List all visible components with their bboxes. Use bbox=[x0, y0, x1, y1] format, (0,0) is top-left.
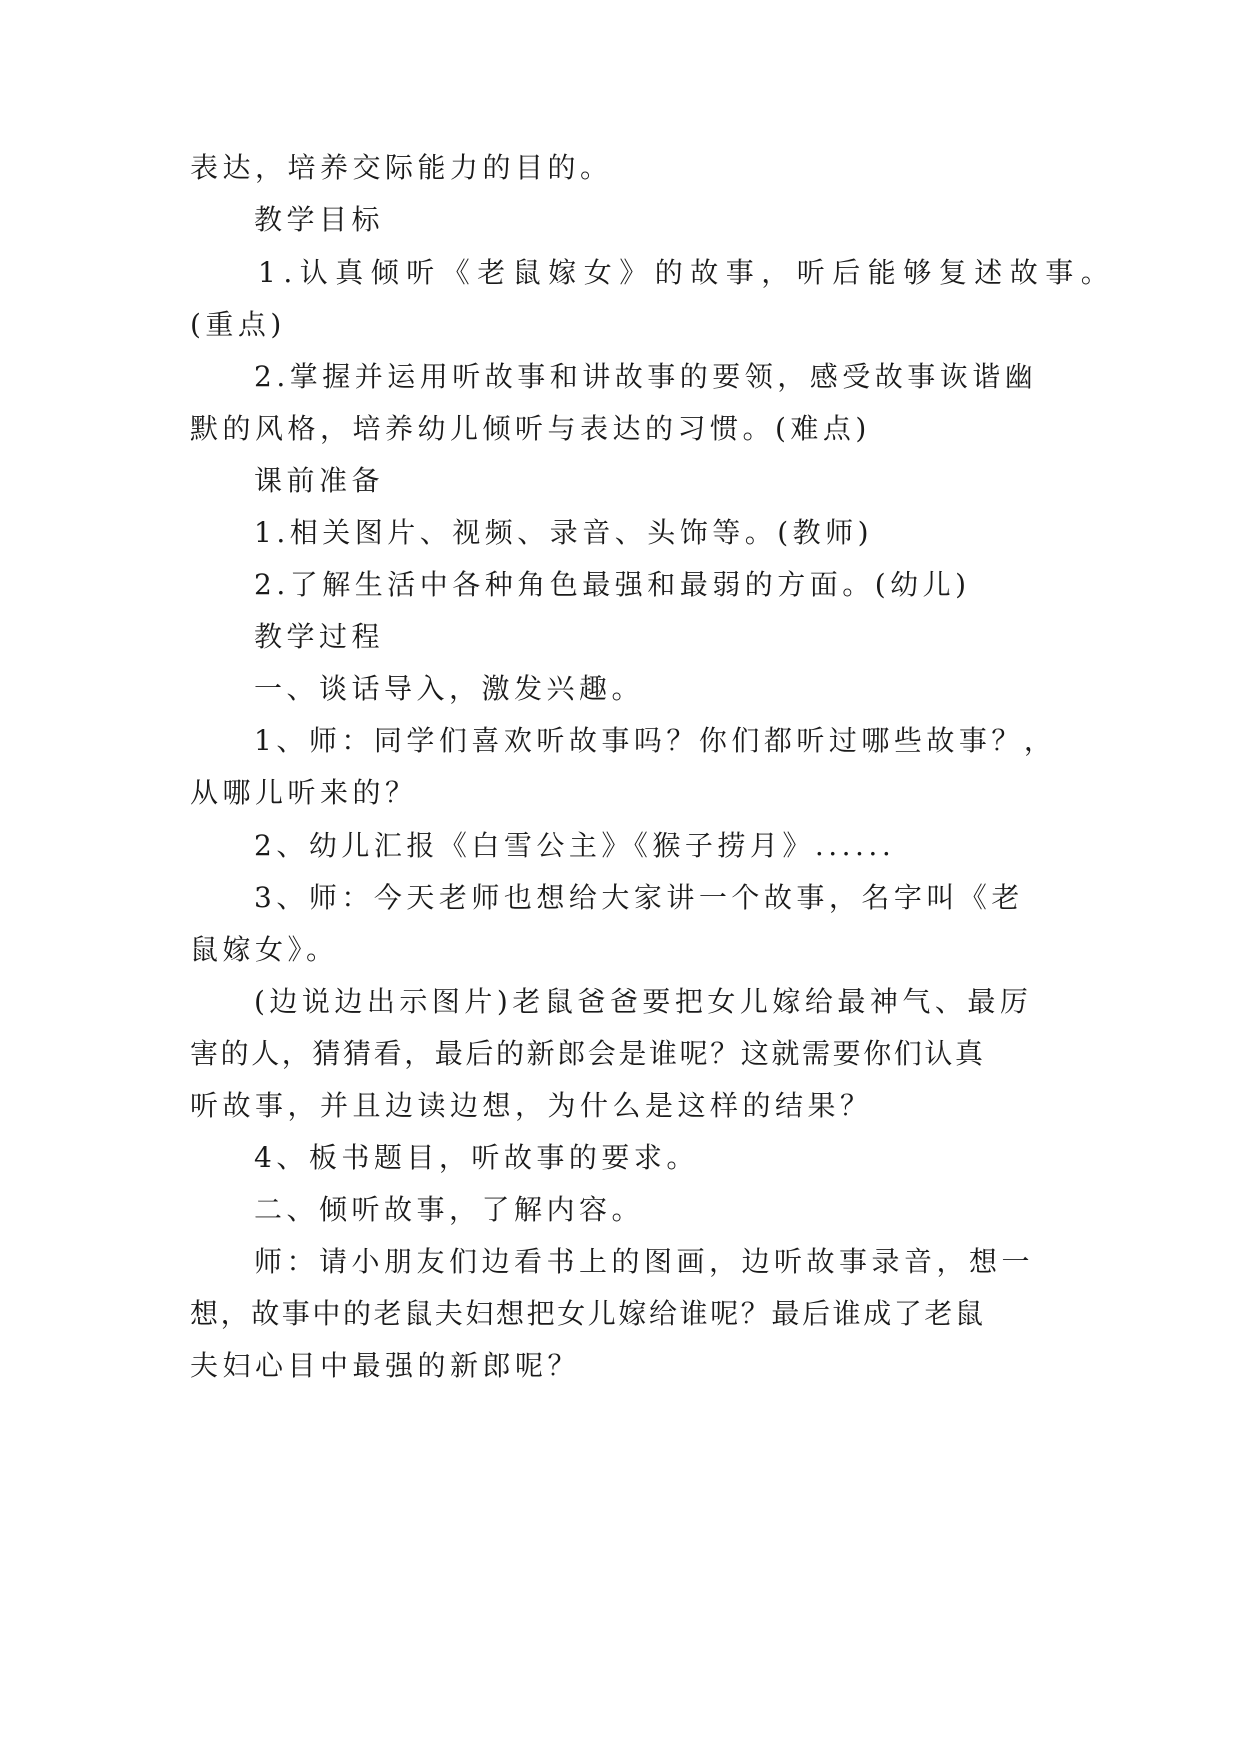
list-item: 2.掌握并运用听故事和讲故事的要领，感受故事诙谐幽 bbox=[254, 360, 1038, 393]
list-item: 1.相关图片、视频、录音、头饰等。(教师) bbox=[254, 516, 874, 549]
list-item: 2.了解生活中各种角色最强和最弱的方面。(幼儿) bbox=[254, 568, 971, 601]
paragraph-line: 想，故事中的老鼠夫妇想把女儿嫁给谁呢？最后谁成了老鼠 bbox=[190, 1297, 986, 1330]
section-heading: 课前准备 bbox=[254, 464, 385, 497]
paragraph-line: 表达，培养交际能力的目的。 bbox=[190, 151, 613, 184]
paragraph-line: 听故事，并且边读边想，为什么是这样的结果？ bbox=[190, 1089, 873, 1122]
paragraph-line: 一、谈话导入，激发兴趣。 bbox=[254, 672, 645, 705]
paragraph-line: (边说边出示图片)老鼠爸爸要把女儿嫁给最神气、最厉 bbox=[254, 985, 1033, 1018]
section-heading: 教学过程 bbox=[254, 620, 385, 653]
paragraph-line: 害的人，猜猜看，最后的新郎会是谁呢？这就需要你们认真 bbox=[190, 1037, 986, 1070]
list-item: 1.认真倾听《老鼠嫁女》的故事，听后能够复述故事。 bbox=[258, 256, 1117, 289]
paragraph-line: 夫妇心目中最强的新郎呢？ bbox=[190, 1349, 581, 1382]
paragraph-line: 二、倾听故事，了解内容。 bbox=[254, 1193, 645, 1226]
paragraph-line: 鼠嫁女》。 bbox=[190, 933, 339, 966]
paragraph-line: 默的风格，培养幼儿倾听与表达的习惯。(难点) bbox=[190, 412, 871, 445]
section-heading: 教学目标 bbox=[254, 203, 385, 236]
paragraph-line: 1、师：同学们喜欢听故事吗？你们都听过哪些故事？， bbox=[254, 724, 1057, 757]
paragraph-line: (重点) bbox=[190, 308, 286, 341]
paragraph-line: 从哪儿听来的？ bbox=[190, 776, 418, 809]
paragraph-line: 4、板书题目，听故事的要求。 bbox=[254, 1141, 699, 1174]
paragraph-line: 2、幼儿汇报《白雪公主》《猴子捞月》...... bbox=[254, 829, 896, 862]
paragraph-line: 3、师：今天老师也想给大家讲一个故事，名字叫《老 bbox=[254, 881, 1024, 914]
paragraph-line: 师：请小朋友们边看书上的图画，边听故事录音，想一 bbox=[254, 1245, 1035, 1278]
